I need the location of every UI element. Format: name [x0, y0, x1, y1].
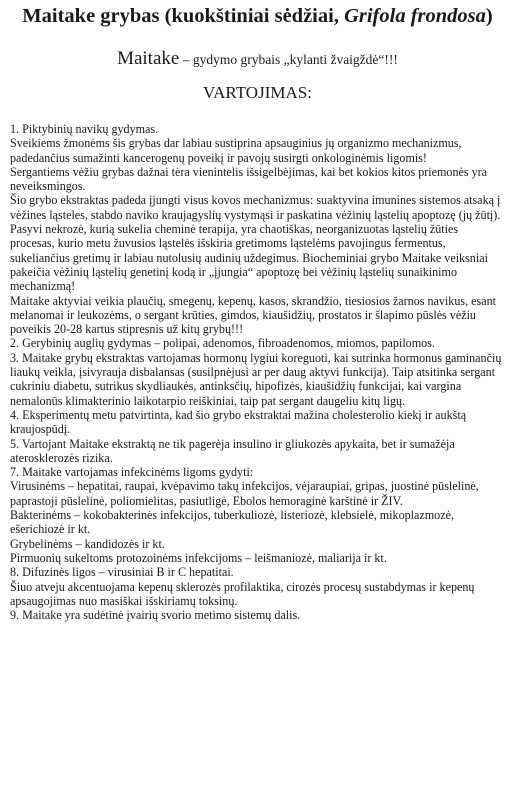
paragraph: Bakterinėms – kokobakterinės infekcijos, tuberkuliozė, listeriozė, klebsielė, mikoplazmozė, ešerichiozė ir kt. — [10, 508, 454, 537]
paragraph: Sveikiems žmonėms šis grybas dar labiau sustiprina apsauginius jų organizmo mechanizmus, padedančius sumažinti kancerogenų poveikį ir pavojų susirgti onkologinėmis ligomis! — [10, 136, 462, 165]
paragraph: Virusinėms – hepatitai, raupai, kvėpavimo takų infekcijos, vėjaraupiai, gripas, juostinė pūslelinė, paprastoji pūslelinė, poliomielitas, pasiutligė, Ebolos hemoraginė karštinė ir ŽIV. — [10, 479, 479, 508]
paragraph: Sergantiems vėžiu grybas dažnai tėra vienintelis išsigelbėjimas, kai bet kokios kitos priemonės yra neveiksmingos. — [10, 164, 488, 194]
paragraph: 9. Maitake yra sudėtinė įvairių svorio metimo sistemų dalis. — [10, 608, 301, 623]
paragraph: Šio grybo ekstraktas padeda įjungti visus kovos mechanizmus: suaktyvina imunines sistemos atsaką į vėžines ląsteles, stabdo naviko kraujagyslių vystymąsi ir paskatina vėžinių ląstelių apoptozę (jų žūtį). — [10, 193, 501, 222]
document-body — [10, 122, 505, 622]
paragraph: Pasyvi nekrozė, kurią sukelia cheminė terapija, yra chaotiškas, neorganizuotas ląstelių žūties procesas, kurio metu žuvusios ląstelės išskiria gretimoms ląstelėms pavojingus fermentus, sukeliančius gretimų ir labiau nutolusių audinių uždegimus. Biocheminiai grybo Maitake veiksniai pakeičia vėžinių ląstelių genetinį kodą ir „įjungia“ apoptozę bei vėžinių ląstelių sunaikinimo mechanizmą! — [10, 222, 488, 294]
title-end: ) — [485, 5, 493, 27]
section-heading: VARTOJIMAS: — [203, 83, 312, 102]
subtitle-maitake: Maitake — [117, 48, 180, 69]
paragraph: Pirmuonių sukeltoms protozoinėms infekcijoms – leišmaniozė, maliarija ir kt. — [10, 550, 387, 565]
paragraph: 5. Vartojant Maitake ekstraktą ne tik pagerėja insulino ir gliukozės apykaita, bet ir sumažėja aterosklerozės rizika. — [10, 436, 455, 465]
paragraph: 7. Maitake vartojamas infekcinėms ligoms gydyti: — [10, 465, 254, 480]
title-latin-name: Grifola frondosa — [344, 5, 486, 27]
paragraph: 1. Piktybinių navikų gydymas. — [10, 122, 159, 136]
subtitle-tagline: – gydymo grybais „kylanti žvaigždė“!!! — [179, 52, 398, 67]
paragraph: 2. Gerybinių auglių gydymas – polipai, adenomos, fibroadenomos, miomos, papilomos. — [10, 336, 435, 351]
document-subtitle — [10, 48, 505, 71]
paragraph: Maitake aktyviai veikia plaučių, smegenų, kepenų, kasos, skrandžio, tiesiosios žarnos navikus, esant melanomai ir leukozėms, o sergant krūties, gimdos, kiaušidžių, prostatos ir šlapimo pūslės vėžiu poveikis 20-28 kartus stipresnis už kitų grybų!!! — [10, 293, 496, 337]
title-main: Maitake grybas (kuokštiniai sėdžiai, — [22, 5, 345, 27]
paragraph: Šiuo atveju akcentuojama kepenų sklerozės profilaktika, cirozės procesų sustabdymas ir kepenų apsaugojimas nuo masiškai išskiriamų toksinų. — [10, 579, 475, 608]
document-title — [10, 4, 505, 28]
paragraph: 3. Maitake grybų ekstraktas vartojamas hormonų lygiui koreguoti, kai sutrinka hormonus gaminančių liaukų veikla, įsivyrauja disbalansas (susilpnėjusi ar per daug aktyvi funkcija). Taip atsitinka sergant cukriniu diabetu, sutrikus skydliaukės, antinksčių, hipofizės, kiaušidžių funkcijai, kai vargina nemalonūs klimakterinio laikotarpio reiškiniai, taip pat sergant daugeliu kitų ligų. — [10, 350, 502, 408]
paragraph: 4. Eksperimentų metu patvirtinta, kad šio grybo ekstraktai mažina cholesterolio kiekį ir aukštą kraujospūdį. — [10, 407, 467, 437]
paragraph: Grybelinėms – kandidozės ir kt. — [10, 536, 165, 551]
paragraph: 8. Difuzinės ligos – virusiniai B ir C hepatitai. — [10, 565, 234, 580]
